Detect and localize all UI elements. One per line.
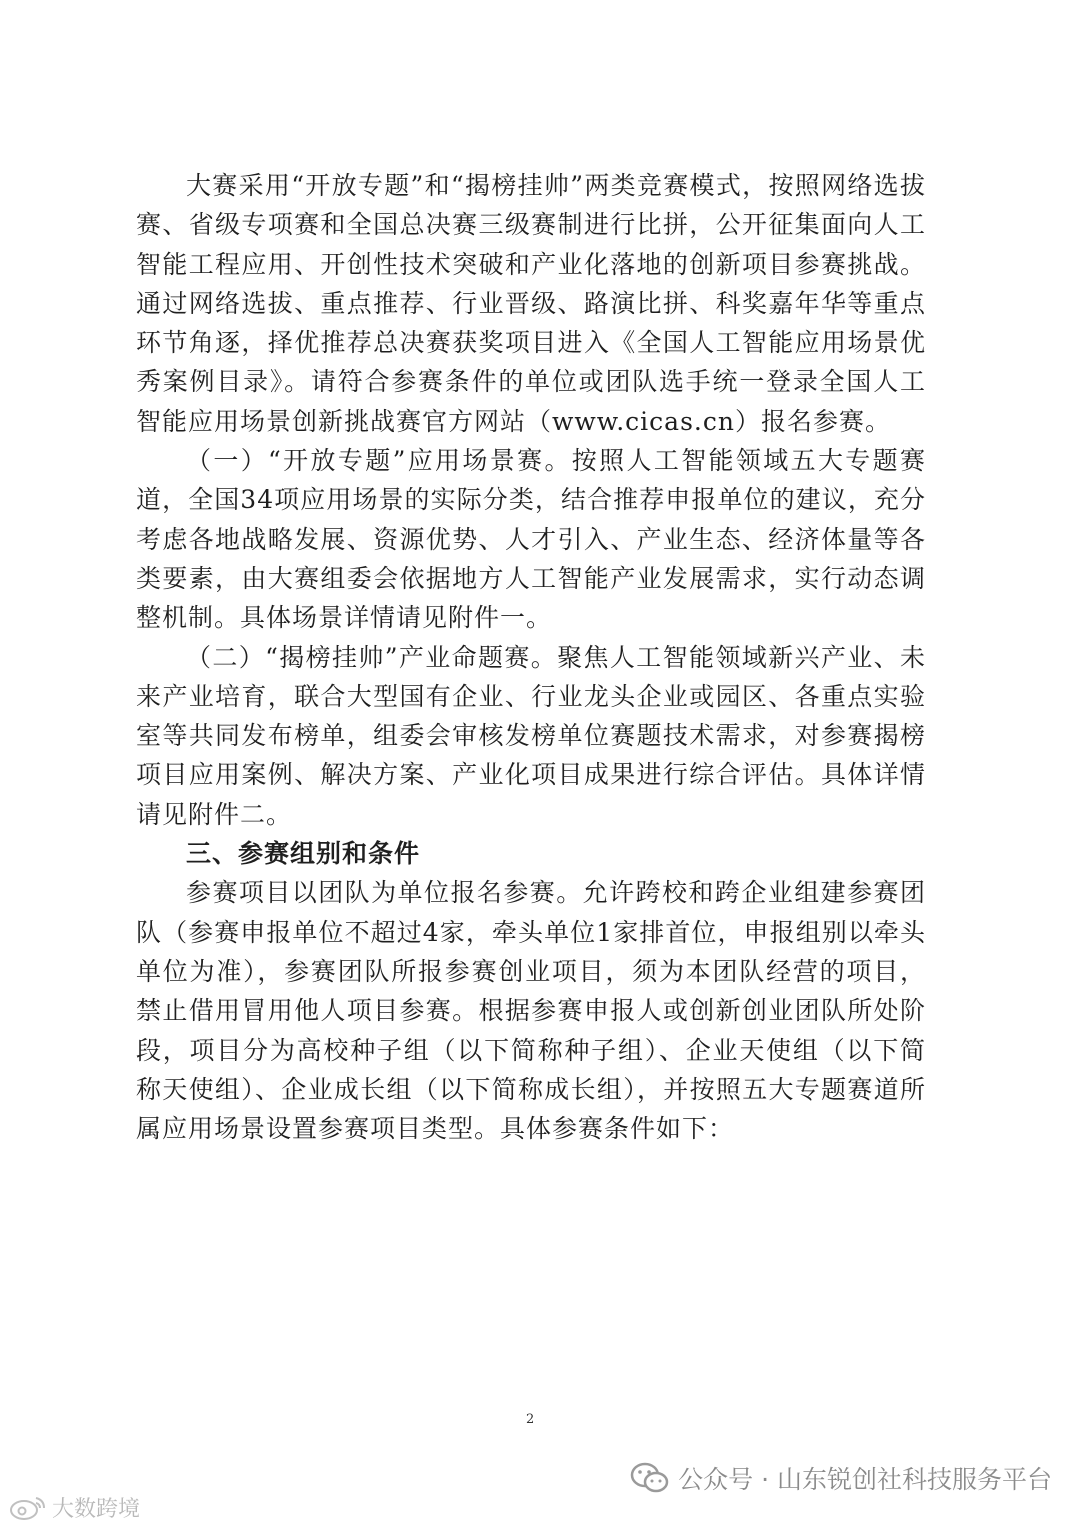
paragraph-unveiling: （二）“揭榜挂帅”产业命题赛。聚焦人工智能领域新兴产业、未来产业培育，联合大型国有企业、行业龙头企业或园区、各重点实验室等共同发布榜单，组委会审核发榜单位赛题技术需求，对参赛揭榜项目应用案例、解决方案、产业化项目成果进行综合评估。具体详情请见附件二。: [136, 642, 926, 829]
weibo-icon: [8, 1494, 48, 1522]
paragraph-competition-modes: 大赛采用“开放专题”和“揭榜挂帅”两类竞赛模式，按照网络选拔赛、省级专项赛和全国总决赛三级赛制进行比拼，公开征集面向人工智能工程应用、开创性技术突破和产业化落地的创新项目参赛挑战。通过网络选拔、重点推荐、行业晋级、路演比拼、科奖嘉年华等重点环节角逐，择优推荐总决赛获奖项目进入《全国人工智能应用场景优秀案例目录》。请符合参赛条件的单位或团队选手统一登录全国人工智能应用场景创新挑战赛官方网站（www.cicas.cn）报名参赛。: [136, 171, 926, 436]
weibo-watermark-text: 大数跨境: [52, 1497, 141, 1522]
paragraph-groups-conditions: 参赛项目以团队为单位报名参赛。允许跨校和跨企业组建参赛团队（参赛申报单位不超过4家，牵头单位1家排首位，申报组别以牵头单位为准），参赛团队所报参赛创业项目，须为本团队经营的项目，禁止借用冒用他人项目参赛。根据参赛申报人或创新创业团队所处阶段，项目分为高校种子组（以下简称种子组）、企业天使组（以下简称天使组）、企业成长组（以下简称成长组），并按照五大专题赛道所属应用场景设置参赛项目类型。具体参赛条件如下：: [136, 878, 926, 1144]
document-body: [136, 166, 926, 1148]
section-heading: 三、参赛组别和条件: [186, 839, 421, 869]
paragraph-open-topic: （一）“开放专题”应用场景赛。按照人工智能领域五大专题赛道，全国34项应用场景的实际分类，结合推荐申报单位的建议，充分考虑各地战略发展、资源优势、人才引入、产业生态、经济体量等各类要素，由大赛组委会依据地方人工智能产业发展需求，实行动态调整机制。具体场景详情请见附件一。: [136, 446, 926, 633]
wechat-watermark-text: 公众号 · 山东锐创社科技服务平台: [678, 1465, 1052, 1494]
page-number: 2: [526, 1412, 535, 1427]
weibo-watermark: [8, 1492, 140, 1523]
wechat-icon: [630, 1461, 670, 1495]
wechat-watermark: [630, 1460, 1052, 1496]
